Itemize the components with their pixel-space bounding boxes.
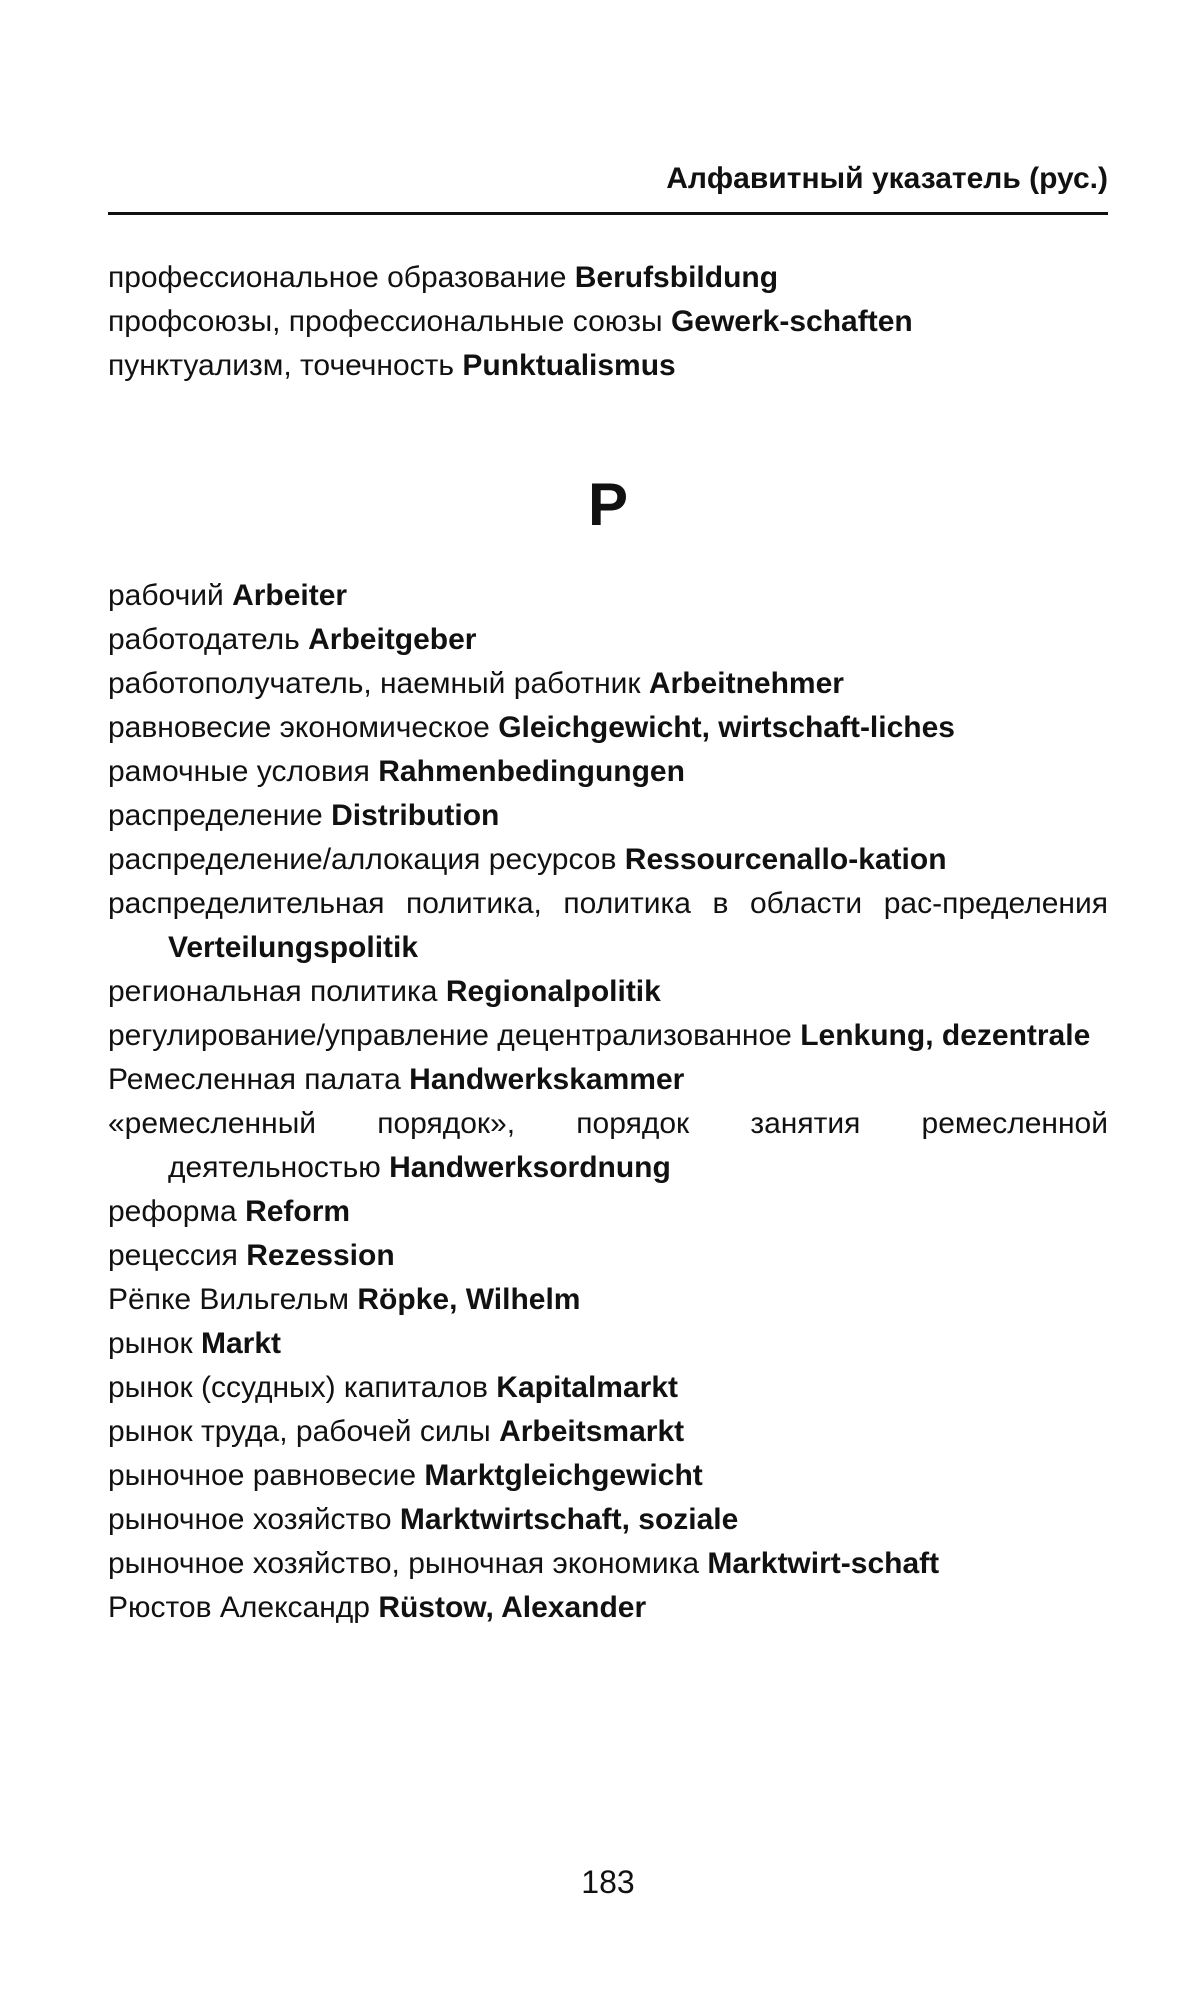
- entry-german-term: Rezession: [246, 1239, 395, 1272]
- entry-german-term: Kapitalmarkt: [496, 1371, 679, 1404]
- entry-russian-term: рамочные условия: [108, 755, 379, 788]
- entry-russian-term: реформа: [108, 1195, 246, 1228]
- index-entry: [108, 300, 1108, 344]
- entry-german-term: Arbeitsmarkt: [499, 1415, 685, 1448]
- entry-russian-term: Рёпке Вильгельм: [108, 1283, 358, 1316]
- entry-russian-term: рабочий: [108, 579, 233, 612]
- section-letter: Р: [587, 471, 629, 538]
- entry-german-term: Arbeitgeber: [308, 623, 477, 656]
- entry-german-term: Arbeiter: [232, 579, 348, 612]
- entry-russian-term: рецессия: [108, 1239, 247, 1272]
- index-entry: [108, 1058, 1108, 1102]
- index-entry: [108, 706, 1108, 750]
- entry-german-term: Handwerkskammer: [409, 1063, 685, 1096]
- entry-german-term: Lenkung, dezentrale: [800, 1019, 1091, 1052]
- entry-russian-term: регулирование/управление децентрализованное: [108, 1019, 801, 1052]
- index-entry: [108, 574, 1108, 618]
- index-entry: [108, 1498, 1108, 1542]
- entry-russian-term: рыночное хозяйство: [108, 1503, 400, 1536]
- entry-russian-term: профессиональное образование: [108, 261, 575, 294]
- entry-german-term: Handwerksordnung: [389, 1151, 671, 1184]
- index-entry: [108, 662, 1108, 706]
- running-title: Алфавитный указатель (рус.): [666, 162, 1108, 195]
- index-entry: [108, 344, 1108, 388]
- entry-russian-term: рынок (ссудных) капиталов: [108, 1371, 497, 1404]
- index-entry: [108, 618, 1108, 662]
- index-entry: [108, 1014, 1108, 1058]
- entry-german-term: Marktwirtschaft, soziale: [399, 1503, 739, 1536]
- index-entries-after: [108, 574, 1108, 1630]
- index-entry: [108, 1586, 1108, 1630]
- index-entry: [108, 1102, 1108, 1190]
- entry-german-term: Marktwirt-schaft: [707, 1547, 940, 1580]
- index-entry: [108, 1234, 1108, 1278]
- entry-russian-term: пунктуализм, точечность: [108, 349, 463, 382]
- entry-german-term: Verteilungspolitik: [168, 931, 419, 964]
- entry-russian-term: рыночное равновесие: [108, 1459, 425, 1492]
- entry-german-term: Röpke, Wilhelm: [357, 1283, 581, 1316]
- index-entry: [108, 750, 1108, 794]
- entry-german-term: Punktualismus: [462, 349, 676, 382]
- entry-russian-term: равновесие экономическое: [108, 711, 499, 744]
- entry-german-term: Marktgleichgewicht: [424, 1459, 703, 1492]
- page-number: 183: [581, 1864, 635, 1900]
- entry-german-term: Rüstow, Alexander: [378, 1591, 647, 1624]
- index-entry: [108, 970, 1108, 1014]
- header-rule: [108, 212, 1108, 215]
- entry-german-term: Reform: [245, 1195, 351, 1228]
- index-entry: [108, 1542, 1108, 1586]
- entry-german-term: Distribution: [331, 799, 500, 832]
- entry-german-term: Gewerk-schaften: [670, 305, 913, 338]
- entry-russian-term: распределение/аллокация ресурсов: [108, 843, 625, 876]
- entry-russian-term: профсоюзы, профессиональные союзы: [108, 305, 671, 338]
- entry-german-term: Markt: [200, 1327, 281, 1360]
- index-entry: [108, 838, 1108, 882]
- entry-russian-term: работодатель: [108, 623, 309, 656]
- entry-german-term: Arbeitnehmer: [648, 667, 844, 700]
- entry-german-term: Berufsbildung: [574, 261, 779, 294]
- index-entry: [108, 1322, 1108, 1366]
- entry-russian-term: рынок: [108, 1327, 201, 1360]
- index-entry: [108, 1366, 1108, 1410]
- entry-german-term: Rahmenbedingungen: [378, 755, 685, 788]
- entry-russian-term: рыночное хозяйство, рыночная экономика: [108, 1547, 708, 1580]
- entry-russian-term: работополучатель, наемный работник: [108, 667, 649, 700]
- entry-russian-term: Рюстов Александр: [108, 1591, 379, 1624]
- entry-russian-term: «ремесленный порядок», порядок занятия ремесленной деятельностью: [108, 1107, 1108, 1184]
- index-entry: [108, 882, 1108, 970]
- index-entry: [108, 1278, 1108, 1322]
- index-entry: [108, 794, 1108, 838]
- entry-german-term: Regionalpolitik: [445, 975, 661, 1008]
- entry-russian-term: распределение: [108, 799, 332, 832]
- index-entries-before: [108, 256, 1108, 388]
- index-entry: [108, 1410, 1108, 1454]
- index-entry: [108, 1454, 1108, 1498]
- entry-russian-term: Ремесленная палата: [108, 1063, 410, 1096]
- entry-russian-term: распределительная политика, политика в области рас-пределения: [108, 887, 1108, 920]
- entry-russian-term: региональная политика: [108, 975, 446, 1008]
- index-entry: [108, 256, 1108, 300]
- entry-german-term: Gleichgewicht, wirtschaft-liches: [498, 711, 955, 744]
- index-entry: [108, 1190, 1108, 1234]
- entry-german-term: Ressourcenallo-kation: [624, 843, 947, 876]
- entry-russian-term: рынок труда, рабочей силы: [108, 1415, 500, 1448]
